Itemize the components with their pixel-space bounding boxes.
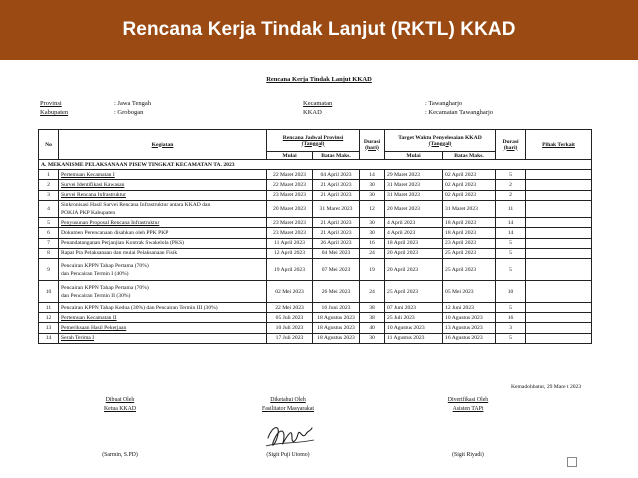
table-row xyxy=(39,281,592,303)
table-row xyxy=(39,313,592,323)
cell-kegiatan: Pertemuan Kecamatan I xyxy=(59,170,267,180)
table-row xyxy=(39,170,592,180)
cell-target-batas: 16 Agustus 2023 xyxy=(443,333,496,343)
cell-no: 5 xyxy=(39,218,59,228)
cell-target-mulai: 25 April 2023 xyxy=(385,281,443,303)
cell-pihak xyxy=(526,259,592,281)
cell-pihak xyxy=(526,190,592,200)
cell-no: 3 xyxy=(39,190,59,200)
cell-target-durasi: 5 xyxy=(496,259,526,281)
cell-target-mulai: 31 Maret 2023 xyxy=(385,190,443,200)
kkad-value: : Kecamatan Tawangharjo xyxy=(425,109,494,116)
cell-kegiatan-line1: Pencairan KPPN Tahap Pertama (70%) xyxy=(61,284,149,291)
cell-durasi: 38 xyxy=(360,303,385,313)
cell-durasi: 14 xyxy=(360,170,385,180)
dibuat-role: Ketua KKAD xyxy=(103,406,137,412)
kabupaten-label: Kabupaten xyxy=(40,109,69,116)
cell-kegiatan-line2: dan Pencairan Termin I (40%) xyxy=(61,270,129,277)
cell-target-mulai: 20 April 2023 xyxy=(385,248,443,258)
table-row xyxy=(39,180,592,190)
dibuat-block xyxy=(80,397,160,412)
cell-pihak xyxy=(526,200,592,218)
header-target-batas: Batas Maks. xyxy=(443,152,496,160)
table-row xyxy=(39,259,592,281)
cell-no: 1 xyxy=(39,170,59,180)
header-rencana xyxy=(267,130,360,152)
cell-pihak xyxy=(526,248,592,258)
cell-target-batas: 02 April 2023 xyxy=(443,180,496,190)
cell-mulai: 10 Juli 2023 xyxy=(267,323,313,333)
cell-target-durasi: 14 xyxy=(496,228,526,238)
cell-target-durasi: 5 xyxy=(496,248,526,258)
rktl-table xyxy=(38,129,592,344)
cell-batas: 21 April 2023 xyxy=(313,180,360,190)
cell-target-batas: 02 April 2023 xyxy=(443,170,496,180)
cell-target-mulai: 29 Maret 2023 xyxy=(385,170,443,180)
cell-target-durasi: 10 xyxy=(496,281,526,303)
cell-batas: 04 April 2023 xyxy=(313,170,360,180)
cell-target-batas: 10 Agustus 2023 xyxy=(443,313,496,323)
cell-mulai: 02 Mei 2023 xyxy=(267,281,313,303)
cell-pihak xyxy=(526,238,592,248)
cell-pihak xyxy=(526,323,592,333)
provinsi-label: Provinsi xyxy=(40,100,62,107)
cell-target-durasi: 2 xyxy=(496,190,526,200)
cell-mulai: 23 Maret 2023 xyxy=(267,190,313,200)
cell-target-mulai: 18 April 2023 xyxy=(385,238,443,248)
header-pihak: Pihak Terkait xyxy=(526,130,592,160)
cell-target-batas: 25 April 2023 xyxy=(443,259,496,281)
cell-kegiatan-line1: Pencairan KPPN Tahap Pertama (70%) xyxy=(61,262,149,269)
page-corner-checkbox[interactable] xyxy=(567,457,577,467)
cell-target-mulai: 20 April 2023 xyxy=(385,259,443,281)
title-banner xyxy=(0,0,638,60)
header-no: No xyxy=(39,130,59,160)
cell-target-batas: 25 April 2023 xyxy=(443,248,496,258)
kabupaten-value: : Grobogan xyxy=(114,109,144,116)
cell-kegiatan xyxy=(59,259,267,281)
cell-kegiatan: Pencairan KPPN Tahap Kedua (30%) dan Pencairan Termin III (30%) xyxy=(59,303,267,313)
table-row xyxy=(39,248,592,258)
kecamatan-value: : Tawangharjo xyxy=(425,100,463,107)
cell-durasi: 24 xyxy=(360,248,385,258)
cell-durasi: 19 xyxy=(360,259,385,281)
table-row xyxy=(39,228,592,238)
cell-durasi: 30 xyxy=(360,190,385,200)
diketahui-role: Fasilitator Masyarakat xyxy=(262,406,314,412)
cell-target-batas: 23 April 2023 xyxy=(443,238,496,248)
cell-pihak xyxy=(526,281,592,303)
diverifikasi-role: Asisten TAPt xyxy=(452,406,484,412)
cell-no: 11 xyxy=(39,303,59,313)
diketahui-block xyxy=(248,397,328,412)
header-target-sub: (Tanggal) xyxy=(428,140,452,147)
table-row xyxy=(39,218,592,228)
cell-target-durasi: 11 xyxy=(496,200,526,218)
cell-target-batas: 18 April 2023 xyxy=(443,218,496,228)
cell-kegiatan xyxy=(59,200,267,218)
table-row xyxy=(39,190,592,200)
document-title: Rencana Kerja Tindak Lanjut KKAD xyxy=(266,76,372,83)
cell-batas: 21 April 2023 xyxy=(313,218,360,228)
cell-no: 10 xyxy=(39,281,59,303)
cell-kegiatan-line2: POKJA PKP Kabupaten xyxy=(61,210,116,216)
kkad-label: KKAD xyxy=(303,109,322,116)
cell-mulai: 20 Maret 2023 xyxy=(267,200,313,218)
header-target-label: Target Waktu Penyelesaian KKAD xyxy=(398,134,482,141)
header-batas: Batas Maks. xyxy=(313,152,360,160)
header-rencana-sub: (Tanggal) xyxy=(301,140,325,147)
cell-batas: 16 Juni 2023 xyxy=(313,303,360,313)
cell-batas: 26 April 2023 xyxy=(313,238,360,248)
cell-kegiatan: Pemeriksaan Hasil Pekerjaan xyxy=(59,323,267,333)
cell-mulai: 19 April 2023 xyxy=(267,259,313,281)
cell-durasi: 30 xyxy=(360,333,385,343)
cell-pihak xyxy=(526,218,592,228)
cell-batas: 26 Mei 2023 xyxy=(313,281,360,303)
cell-mulai: 05 Juli 2023 xyxy=(267,313,313,323)
banner-title: Rencana Kerja Tindak Lanjut (RKTL) KKAD xyxy=(122,19,516,40)
table-body xyxy=(39,170,592,344)
cell-batas: 31 Maret 2023 xyxy=(313,200,360,218)
cell-target-mulai: 11 Agustus 2023 xyxy=(385,333,443,343)
place-date: Kemadohbatur, 29 Mare t 2023 xyxy=(511,384,582,390)
cell-target-batas: 02 April 2023 xyxy=(443,190,496,200)
cell-target-durasi: 2 xyxy=(496,180,526,190)
cell-kegiatan-line1: Sinkronisasi Hasil Survei Rencana Infrastruktur antara KKAD dan xyxy=(61,202,211,208)
cell-no: 4 xyxy=(39,200,59,218)
cell-no: 14 xyxy=(39,333,59,343)
cell-no: 12 xyxy=(39,313,59,323)
cell-target-batas: 05 Mei 2023 xyxy=(443,281,496,303)
cell-kegiatan-line2: dan Pencairan Termin II (30%) xyxy=(61,292,131,299)
cell-target-mulai: 4 April 2023 xyxy=(385,218,443,228)
cell-target-batas: 18 April 2023 xyxy=(443,228,496,238)
dibuat-name: (Sarmin, S.PD) xyxy=(102,452,138,458)
cell-kegiatan: Dokumen Perencanaan disahkan oleh PPK PKP xyxy=(59,228,267,238)
section-title: A. MEKANISME PELAKSANAAN PISEW TINGKAT KECAMATAN TA. 2023 xyxy=(39,160,592,170)
header-durasi xyxy=(360,130,385,160)
cell-no: 8 xyxy=(39,248,59,258)
cell-kegiatan: Survei Identifikasi Kawasan xyxy=(59,180,267,190)
cell-no: 6 xyxy=(39,228,59,238)
cell-target-mulai: 31 Maret 2023 xyxy=(385,180,443,190)
cell-durasi: 30 xyxy=(360,218,385,228)
cell-durasi: 12 xyxy=(360,200,385,218)
cell-target-mulai: 10 Agustus 2023 xyxy=(385,323,443,333)
cell-durasi: 16 xyxy=(360,238,385,248)
cell-target-durasi: 5 xyxy=(496,170,526,180)
cell-durasi: 30 xyxy=(360,228,385,238)
table-row xyxy=(39,333,592,343)
cell-pihak xyxy=(526,333,592,343)
cell-target-durasi: 14 xyxy=(496,218,526,228)
cell-target-durasi: 5 xyxy=(496,303,526,313)
header-target-mulai: Mulai xyxy=(385,152,443,160)
header-durasi-label: Durasi xyxy=(363,138,381,145)
diketahui-label: Diketahui Oleh xyxy=(270,397,306,403)
cell-batas: 18 Agustus 2023 xyxy=(313,313,360,323)
cell-mulai: 22 Maret 2023 xyxy=(267,170,313,180)
header-rencana-label: Rencana Jadwal Provinsi xyxy=(282,134,344,141)
cell-kegiatan: Penyusunan Proposal Rencana Infrastruktur xyxy=(59,218,267,228)
diverifikasi-block xyxy=(428,397,508,412)
header-target-durasi-label: Durasi xyxy=(502,138,519,145)
cell-kegiatan xyxy=(59,281,267,303)
cell-mulai: 23 Maret 2023 xyxy=(267,218,313,228)
cell-pihak xyxy=(526,180,592,190)
cell-pihak xyxy=(526,228,592,238)
cell-no: 13 xyxy=(39,323,59,333)
cell-mulai: 22 Mei 2023 xyxy=(267,303,313,313)
cell-no: 7 xyxy=(39,238,59,248)
cell-target-batas: 12 Juni 2023 xyxy=(443,303,496,313)
cell-kegiatan: Survei Rencana Infrastruktur xyxy=(59,190,267,200)
header-mulai: Mulai xyxy=(267,152,313,160)
cell-no: 9 xyxy=(39,259,59,281)
header-target-durasi xyxy=(496,130,526,160)
cell-mulai: 12 April 2023 xyxy=(267,248,313,258)
table-row xyxy=(39,238,592,248)
table-row xyxy=(39,323,592,333)
table-row xyxy=(39,200,592,218)
cell-target-mulai: 07 Juni 2023 xyxy=(385,303,443,313)
header-durasi-sub: (hari) xyxy=(365,144,379,151)
cell-mulai: 22 Maret 2023 xyxy=(267,180,313,190)
cell-target-batas: 31 Maret 2023 xyxy=(443,200,496,218)
cell-kegiatan: Pertemuan Kecamatan II xyxy=(59,313,267,323)
header-target xyxy=(385,130,496,152)
cell-target-durasi: 5 xyxy=(496,238,526,248)
cell-durasi: 38 xyxy=(360,313,385,323)
header-target-durasi-sub: (hari) xyxy=(503,144,518,151)
cell-batas: 21 April 2023 xyxy=(313,228,360,238)
cell-batas: 07 Mei 2023 xyxy=(313,259,360,281)
cell-mulai: 11 April 2023 xyxy=(267,238,313,248)
cell-pihak xyxy=(526,303,592,313)
cell-target-mulai: 20 Maret 2023 xyxy=(385,200,443,218)
diverifikasi-label: Diverifikasi Oleh xyxy=(447,397,489,403)
cell-mulai: 17 Juli 2023 xyxy=(267,333,313,343)
cell-target-durasi: 5 xyxy=(496,333,526,343)
cell-durasi: 40 xyxy=(360,323,385,333)
cell-no: 2 xyxy=(39,180,59,190)
cell-mulai: 23 Maret 2023 xyxy=(267,228,313,238)
diverifikasi-name: (Sigit Riyadi) xyxy=(452,452,484,458)
diketahui-name: (Sigit Puji Utomo) xyxy=(266,452,310,458)
cell-target-durasi: 3 xyxy=(496,323,526,333)
cell-target-mulai: 25 Juli 2023 xyxy=(385,313,443,323)
kecamatan-label: Kecamatan xyxy=(303,100,333,107)
cell-batas: 04 Mei 2023 xyxy=(313,248,360,258)
cell-kegiatan: Serah Terima I xyxy=(59,333,267,343)
cell-kegiatan: Rapat Pra Pelaksanaan dan mulai Pelaksanaan Fisik xyxy=(59,248,267,258)
cell-batas: 21 April 2023 xyxy=(313,190,360,200)
cell-durasi: 30 xyxy=(360,180,385,190)
cell-target-mulai: 4 April 2023 xyxy=(385,228,443,238)
cell-durasi: 24 xyxy=(360,281,385,303)
cell-pihak xyxy=(526,313,592,323)
table-row xyxy=(39,303,592,313)
provinsi-value: : Jawa Tengah xyxy=(114,100,151,107)
dibuat-label: Dibuat Oleh xyxy=(105,397,135,403)
cell-kegiatan: Penandatanganan Perjanjian Kontrak Swakelola (PKS) xyxy=(59,238,267,248)
cell-pihak xyxy=(526,170,592,180)
cell-target-batas: 13 Agustus 2023 xyxy=(443,323,496,333)
cell-batas: 18 Agustus 2023 xyxy=(313,323,360,333)
cell-batas: 18 Agustus 2023 xyxy=(313,333,360,343)
cell-target-durasi: 16 xyxy=(496,313,526,323)
header-kegiatan: Kegiatan xyxy=(59,130,267,160)
signature-image xyxy=(262,420,320,454)
